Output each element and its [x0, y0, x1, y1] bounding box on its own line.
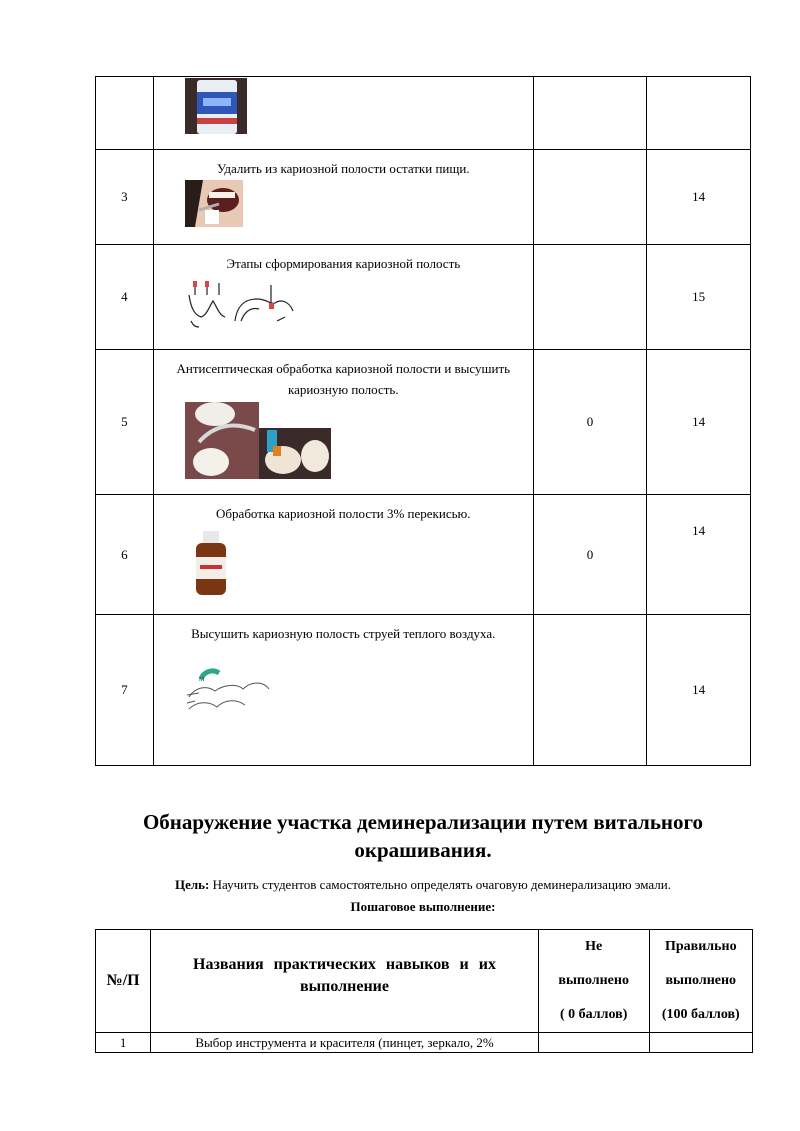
step-description [153, 150, 533, 245]
not-done-cell [533, 615, 647, 766]
not-done-cell: 0 [533, 495, 647, 615]
mouth-photo-icon [185, 180, 243, 227]
row-number: 5 [96, 350, 154, 495]
header-line: ( 0 баллов) [559, 1007, 628, 1022]
bottle-photo-icon [185, 78, 247, 134]
table-row [96, 245, 751, 350]
step-text: Выбор инструмента и красителя (пинцет, зеркало, 2% [151, 1033, 539, 1053]
table-row [96, 77, 751, 150]
table-row [96, 350, 751, 495]
step-description [153, 495, 533, 615]
not-done-cell [533, 150, 647, 245]
step-description [153, 245, 533, 350]
steps-heading: Пошаговое выполнение: [350, 899, 496, 914]
row-number: 4 [96, 245, 154, 350]
tooth-stages-drawing-icon [185, 281, 301, 329]
step-description [153, 77, 533, 150]
row-number: 6 [96, 495, 154, 615]
step-description [153, 615, 533, 766]
col-header-done [649, 930, 752, 1033]
row-number [96, 77, 154, 150]
done-cell: 14 [647, 150, 751, 245]
step-text: Удалить из кариозной полости остатки пищи. [216, 161, 470, 176]
peroxide-bottle-photo-icon [194, 531, 228, 597]
table-row [96, 1033, 753, 1053]
header-line: Не [585, 939, 603, 954]
header-line: (100 баллов) [661, 1007, 740, 1022]
done-cell [647, 77, 751, 150]
row-number: 1 [96, 1033, 151, 1053]
section-title: Обнаружение участка деминерализации путем витального окрашивания. [142, 810, 704, 862]
goal-label: Цель: [174, 877, 210, 892]
header-row [96, 930, 753, 1033]
col-header-num: №/П [96, 930, 151, 1033]
step-text: Антисептическая обработка кариозной полости и высушить кариозную полость. [176, 361, 511, 397]
table-row [96, 615, 751, 766]
skills-table [95, 929, 753, 1053]
step-text: Обработка кариозной полости 3% перекисью. [216, 506, 471, 521]
not-done-cell: 0 [533, 350, 647, 495]
air-drying-drawing-icon [185, 667, 277, 719]
done-cell [649, 1033, 752, 1053]
goal-text: Научить студентов самостоятельно определять очаговую деминерализацию эмали. [209, 877, 672, 892]
header-line: выполнено [665, 973, 737, 988]
not-done-cell [533, 245, 647, 350]
row-number: 3 [96, 150, 154, 245]
table-row [96, 495, 751, 615]
done-cell: 14 [647, 350, 751, 495]
done-cell: 14 [647, 495, 751, 615]
done-cell: 15 [647, 245, 751, 350]
col-header-name: Названия практических навыков и их выполнение [151, 930, 539, 1033]
goal-line [95, 877, 751, 893]
not-done-cell [538, 1033, 649, 1053]
step-text: Этапы сформирования кариозной полость [226, 256, 461, 271]
step-description [153, 350, 533, 495]
svg-text:M: M [198, 677, 205, 683]
col-header-not-done [538, 930, 649, 1033]
header-line: Правильно [664, 939, 737, 954]
not-done-cell [533, 77, 647, 150]
header-line: выполнено [558, 973, 629, 988]
row-number: 7 [96, 615, 154, 766]
procedure-table [95, 76, 751, 766]
done-cell: 14 [647, 615, 751, 766]
table-row [96, 150, 751, 245]
teeth-treatment-photo-icon [185, 402, 331, 479]
step-text: Высушить кариозную полость струей теплого воздуха. [191, 626, 496, 641]
